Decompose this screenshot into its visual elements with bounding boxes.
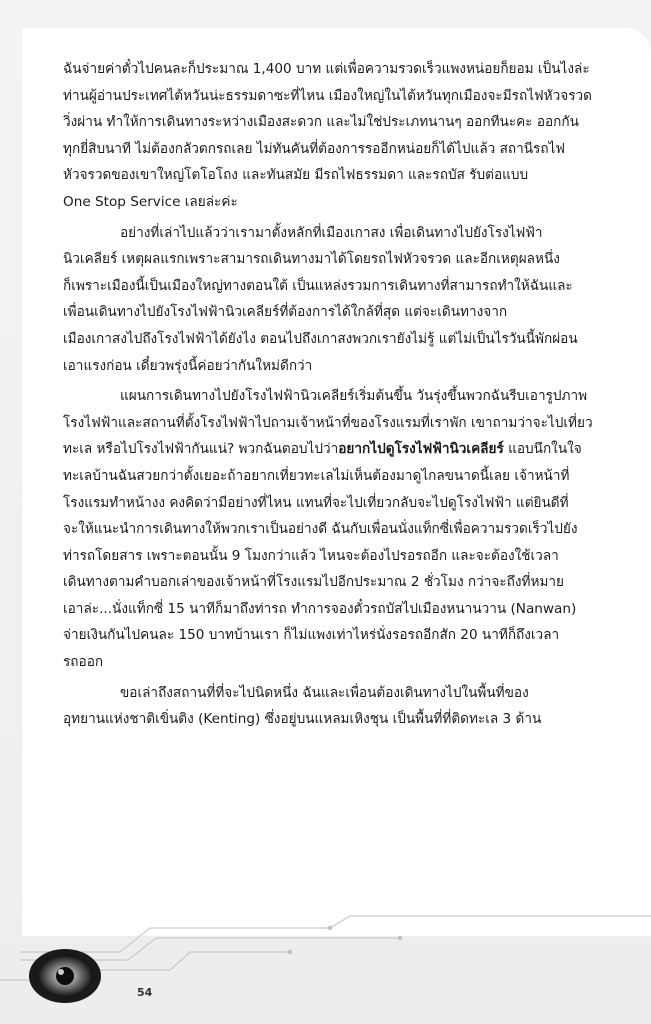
text-line: ท่ารถโดยสาร เพราะตอนนั้น 9 โมงกว่าแล้ว ไหนจะต้องไปรอรถอีก และจะต้องใช้เวลา [63,547,559,564]
text-segment: ทะเล หรือไปโรงไฟฟ้ากันแน่? พวกฉันตอบไปว่า [63,441,339,458]
text-line: เอาแรงก่อน เดี๋ยวพรุ่งนี้ค่อยว่ากันใหม่ดีกว่า [63,357,313,374]
paragraph-1 [63,56,626,216]
text-line: จ่ายเงินกันไปคนละ 150 บาทบ้านเรา ก็ไม่แพงเท่าไหร่นั่งรอรถอีกสัก 20 นาทีก็ถึงเวลา [63,627,560,644]
text-line: เดินทางตามคำบอกเล่าของเจ้าหน้าที่โรงแรมไปอีกประมาณ 2 ชั่วโมง กว่าจะถึงที่หมาย [63,574,565,591]
text-line: โรงไฟฟ้าและสถานที่ตั้งโรงไฟฟ้าไปถามเจ้าหน้าที่ของโรงแรมที่เราพัก เขาถามว่าจะไปเที่ยว [63,414,593,431]
text-line: อย่างที่เล่าไปแล้วว่าเรามาตั้งหลักที่เมืองเกาสง เพื่อเดินทางไปยังโรงไฟฟ้า [120,224,543,241]
text-line: นิวเคลียร์ เหตุผลแรกเพราะสามารถเดินทางมาได้โดยรถไฟหัวจรวด และอีกเหตุผลหนึ่ง [63,251,560,268]
text-line: ก็เพราะเมืองนี้เป็นเมืองใหญ่ทางตอนใต้ เป็นแหล่งรวมการเดินทางที่สามารถทำให้ฉันและ [63,277,573,294]
paragraph-4 [63,680,626,733]
text-line: อุทยานแห่งชาติเขิ่นติง (Kenting) ซึ่งอยู่บนแหลมเหิงชุน เป็นพื้นที่ที่ติดทะเล 3 ด้าน [63,711,542,728]
paragraph-3 [63,383,626,676]
text-line: ทะเลบ้านฉันสวยกว่าตั้งเยอะถ้าอยากเที่ยวทะเลไม่เห็นต้องมาดูไกลขนาดนี้เลย เจ้าหน้าที่ [63,467,570,484]
text-line-with-emphasis [63,436,626,463]
text-line: ทุกยี่สิบนาที ไม่ต้องกลัวตกรถเลย ไม่ทันคันที่ต้องการรออีกหน่อยก็ได้ไปแล้ว สถานีรถไฟ [63,140,566,157]
text-line: รถออก [63,654,104,671]
eye-emblem-icon [26,946,104,1006]
text-line: ฉันจ่ายค่าตั๋วไปคนละก็ประมาณ 1,400 บาท แต่เพื่อความรวดเร็วแพงหน่อยก็ยอม เป็นไงล่ะ [63,61,590,77]
text-line: เพื่อนเดินทางไปยังโรงไฟฟ้านิวเคลียร์ที่ต้องการได้ใกล้ที่สุด แต่จะเดินทางจาก [63,304,508,321]
text-line: วิ่งผ่าน ทำให้การเดินทางระหว่างเมืองสะดวก และไม่ใช่ประเภทนานๆ ออกทีนะคะ ออกกัน [63,114,579,131]
bold-emphasis: อยากไปดูโรงไฟฟ้านิวเคลียร์ [338,441,504,458]
text-line: แผนการเดินทางไปยังโรงไฟฟ้านิวเคลียร์เริ่มต้นขึ้น วันรุ่งขึ้นพวกฉันรีบเอารูปภาพ [120,388,588,405]
text-line: หัวจรวดของเขาใหญ่โตโอโถง และทันสมัย มีรถไฟธรรมดา และรถบัส รับต่อแบบ [63,167,529,184]
text-line: จะให้แนะนำการเดินทางให้พวกเราเป็นอย่างดี ฉันกับเพื่อนนั่งแท็กซี่เพื่อความรวดเร็วไปยัง [63,521,578,538]
text-line: ท่านผู้อ่านประเทศไต้หวันน่ะธรรมดาซะที่ไหน เมืองใหญ่ในไต้หวันทุกเมืองจะมีรถไฟหัวจรวด [63,87,592,104]
article-body [63,56,626,733]
text-line: โรงแรมทำหน้างง คงคิดว่ามีอย่างที่ไหน แทนที่จะไปเที่ยวกลับจะไปดูโรงไฟฟ้า แต่ยินดีที่ [63,494,569,511]
text-line: One Stop Service เลยล่ะค่ะ [63,193,238,210]
text-line: เอาล่ะ...นั่งแท็กซี่ 15 นาทีก็มาถึงท่ารถ ทำการจองตั๋วรถบัสไปเมืองหนานวาน (Nanwan) [63,600,577,617]
paragraph-2 [63,220,626,380]
page-number: 54 [137,986,153,999]
text-line: ขอเล่าถึงสถานที่ที่จะไปนิดหนึ่ง ฉันและเพื่อนต้องเดินทางไปในพื้นที่ของ [120,684,529,701]
text-line: เมืองเกาสงไปถึงโรงไฟฟ้าได้ยังไง ตอนไปถึงเกาสงพวกเรายังไม่รู้ แต่ไม่เป็นไรวันนี้พักผ่อน [63,330,578,347]
text-segment: แอบนึกในใจ [503,441,582,458]
